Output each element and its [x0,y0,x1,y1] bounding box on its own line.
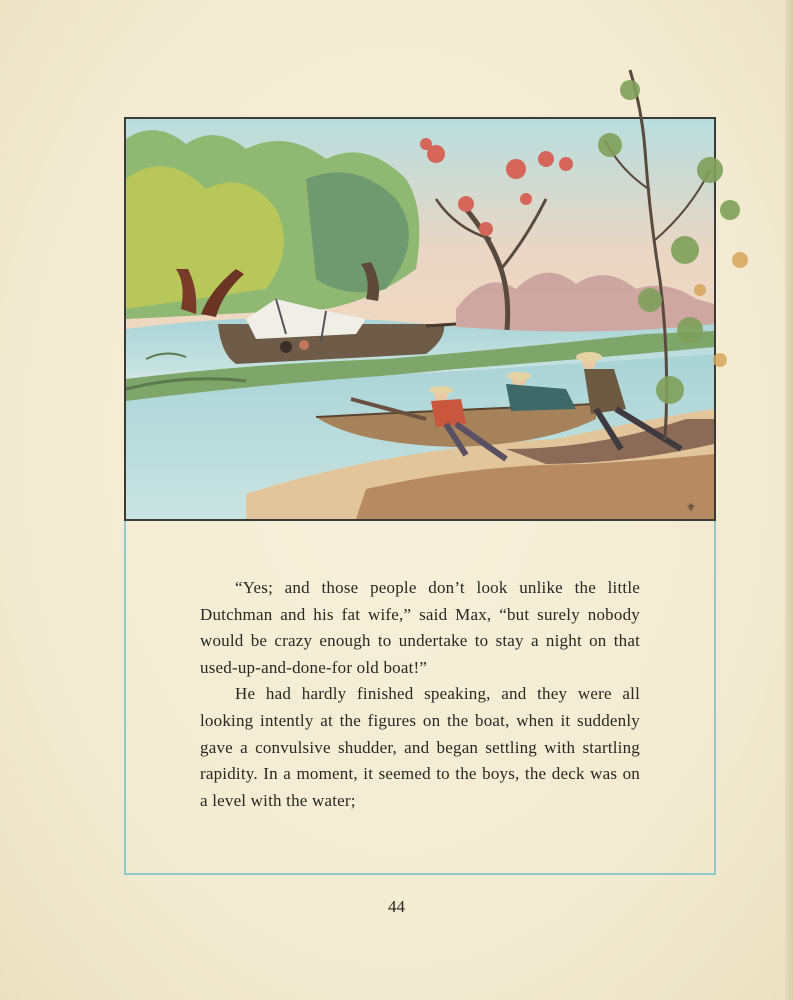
overhanging-tree [590,60,760,440]
paragraph: He had hardly finished speaking, and they were all looking intently at the figures on the boat, when it suddenly gave a convulsive shudder, and began settling with startling rapidity. In a moment, it seemed to the boys, the deck was on a level with the water; [200,684,640,810]
body-text [200,575,640,814]
page-number: 44 [388,897,405,916]
paragraph: “Yes; and those people don’t look unlike the little Dutchman and his fat wife,” said Max, “but surely nobody would be crazy enough to undertake to stay a night on that used-up-and-done-for old boat!” [200,578,640,677]
svg-text:⚜: ⚜ [686,501,696,514]
page-edge [785,0,793,1000]
